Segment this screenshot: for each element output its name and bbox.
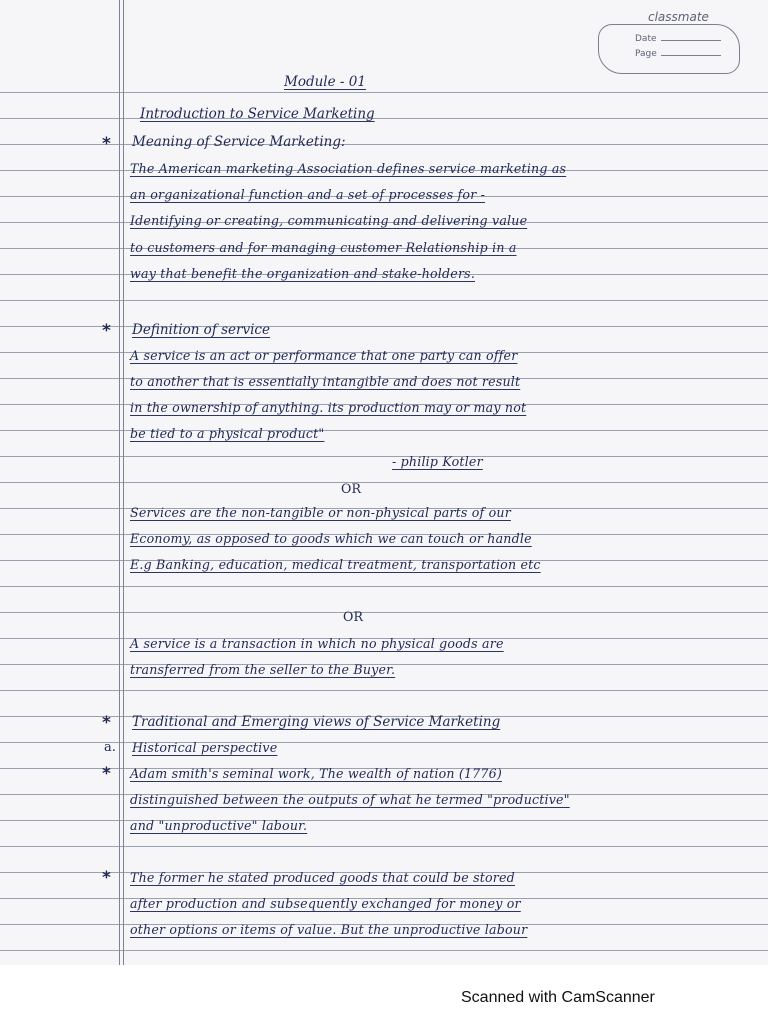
- ruled-line: [0, 430, 768, 431]
- definition-alt-line-2: Economy, as opposed to goods which we can touch or handle: [130, 531, 532, 546]
- ruled-line: [0, 326, 768, 327]
- ruled-line: [0, 690, 768, 691]
- views-line-3: and "unproductive" labour.: [130, 818, 308, 833]
- section-heading-definition: Definition of service: [132, 322, 270, 338]
- views-alt-line-2: after production and subsequently exchanged for money or: [130, 896, 521, 911]
- page-title: Module - 01: [284, 74, 366, 90]
- views-line-2: distinguished between the outputs of what he termed "productive": [130, 792, 570, 807]
- definition-alt2-line-1: A service is a transaction in which no physical goods are: [130, 636, 504, 651]
- ruled-line: [0, 846, 768, 847]
- ruled-line: [0, 950, 768, 951]
- page-field: Page: [635, 49, 721, 59]
- definition-line-4: be tied to a physical product": [130, 426, 325, 441]
- ruled-line: [0, 612, 768, 613]
- meaning-line-3: Identifying or creating, communicating and delivering value: [130, 213, 528, 228]
- star-bullet: *: [102, 134, 111, 154]
- definition-line-2: to another that is essentially intangible and does not result: [130, 374, 521, 389]
- star-bullet: *: [102, 713, 111, 733]
- definition-alt-line-1: Services are the non-tangible or non-physical parts of our: [130, 505, 511, 520]
- views-line-1: Adam smith's seminal work, The wealth of nation (1776): [130, 766, 502, 781]
- definition-attribution: - philip Kotler: [392, 454, 483, 469]
- sub-marker: a.: [104, 740, 116, 755]
- section-heading-views: Traditional and Emerging views of Service Marketing: [132, 714, 501, 730]
- ruled-line: [0, 482, 768, 483]
- star-bullet: *: [102, 321, 111, 341]
- ruled-line: [0, 820, 768, 821]
- page-subtitle: Introduction to Service Marketing: [140, 106, 375, 122]
- meaning-line-2: an organizational function and a set of processes for -: [130, 187, 486, 202]
- section-heading-meaning: Meaning of Service Marketing:: [132, 134, 346, 150]
- date-field: Date: [635, 34, 721, 44]
- meaning-line-5: way that benefit the organization and stake-holders.: [130, 266, 476, 281]
- star-bullet: *: [102, 868, 111, 888]
- definition-line-1: A service is an act or performance that one party can offer: [130, 348, 518, 363]
- notebook-brand: classmate: [648, 10, 709, 24]
- definition-line-3: in the ownership of anything. its production may or may not: [130, 400, 527, 415]
- margin-line-inner: [123, 0, 124, 965]
- scanner-watermark: Scanned with CamScanner: [461, 989, 655, 1006]
- subheading-historical: Historical perspective: [132, 740, 278, 755]
- definition-alt-line-3: E.g Banking, education, medical treatment, transportation etc: [130, 557, 541, 572]
- ruled-line: [0, 300, 768, 301]
- ruled-line: [0, 92, 768, 93]
- views-alt-line-1: The former he stated produced goods that could be stored: [130, 870, 515, 885]
- views-alt-line-3: other options or items of value. But the unproductive labour: [130, 922, 528, 937]
- margin-line-outer: [119, 0, 120, 965]
- meaning-line-4: to customers and for managing customer Relationship in a: [130, 240, 517, 255]
- ruled-line: [0, 456, 768, 457]
- or-separator: OR: [341, 481, 362, 496]
- ruled-line: [0, 144, 768, 145]
- or-separator: OR: [343, 609, 364, 624]
- date-page-stamp: [598, 24, 740, 74]
- star-bullet: *: [102, 764, 111, 784]
- ruled-line: [0, 118, 768, 119]
- meaning-line-1: The American marketing Association defines service marketing as: [130, 161, 567, 176]
- ruled-line: [0, 586, 768, 587]
- definition-alt2-line-2: transferred from the seller to the Buyer.: [130, 662, 396, 677]
